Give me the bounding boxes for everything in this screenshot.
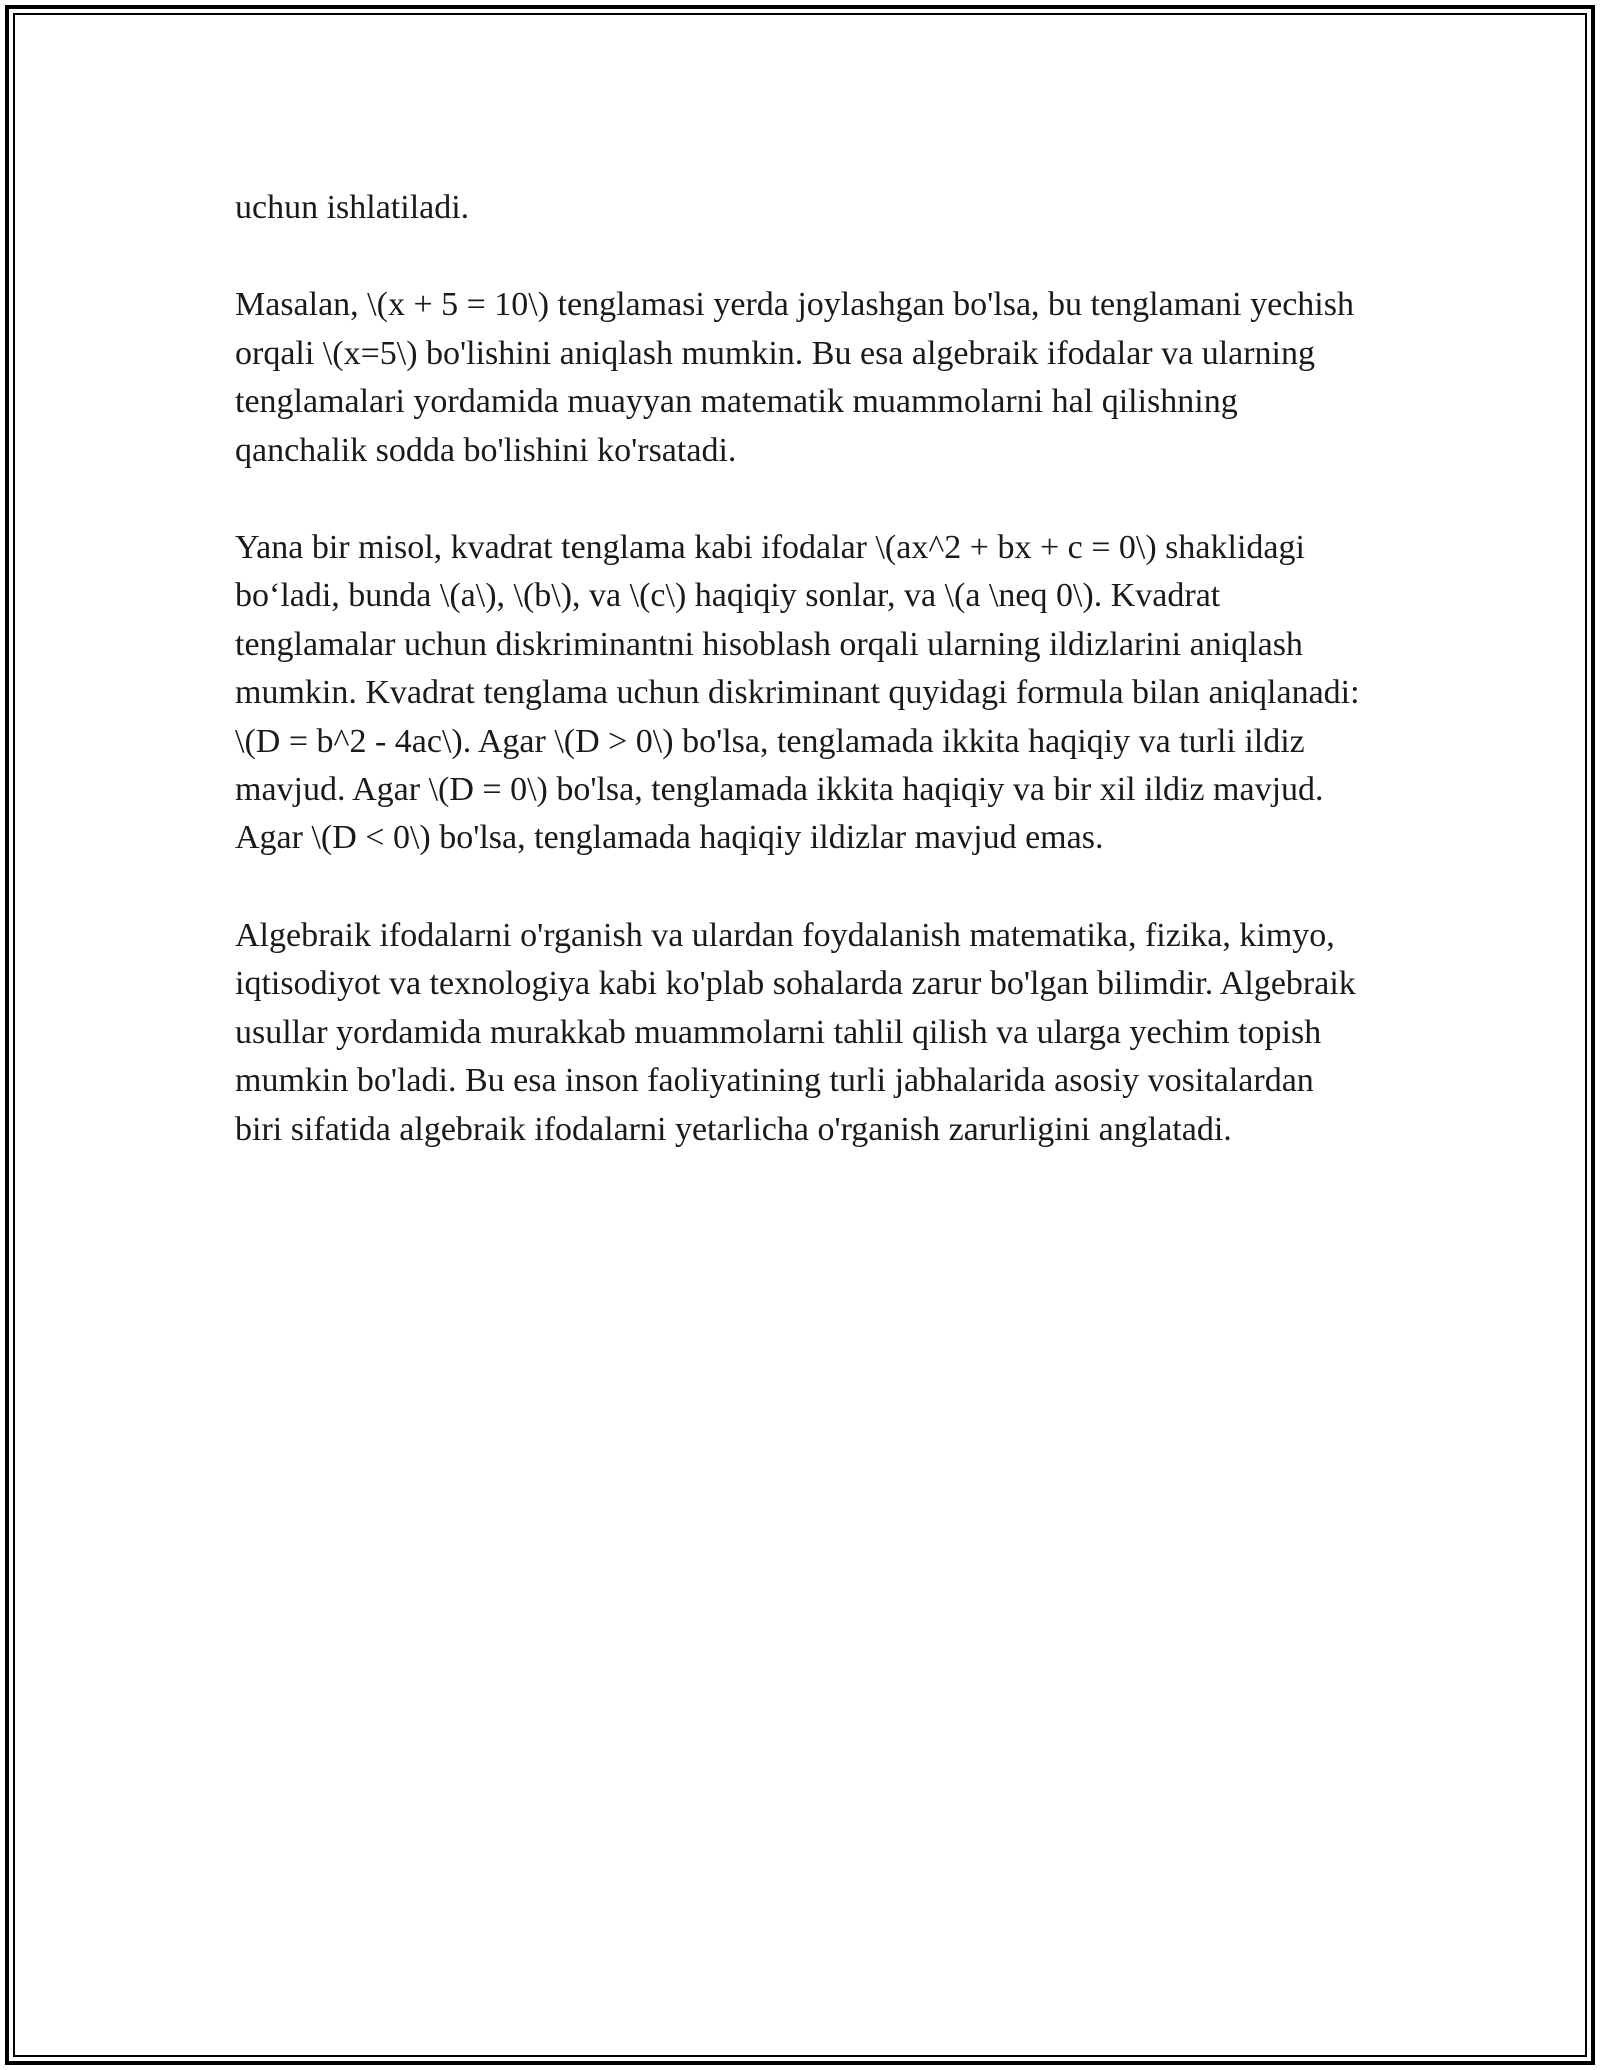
paragraph-linear-equation-example: Masalan, \(x + 5 = 10\) tenglamasi yerda joylashgan bo'lsa, bu tenglamani yechish orqali \(x=5\) bo'lishini aniqlash mumkin. Bu esa algebraik ifodalar va ularning tenglamalari yordamida muayyan matematik muammolarni hal qilishning qanchalik sodda bo'lishini ko'rsatadi. (235, 286, 1354, 469)
paragraph-conclusion: Algebraik ifodalarni o'rganish va ulardan foydalanish matematika, fizika, kimyo, iqtisodiyot va texnologiya kabi ko'plab sohalarda zarur bo'lgan bilimdir. Algebraik usullar yordamida murakkab muammolarni tahlil qilish va ularga yechim topish mumkin bo'ladi. Bu esa inson faoliyatining turli jabhalarida asosiy vositalardan biri sifatida algebraik ifodalarni yetarlicha o'rganish zarurligini anglatadi. (235, 916, 1356, 1148)
paragraph-continuation: uchun ishlatiladi. (235, 189, 470, 226)
document-body (235, 184, 1365, 1203)
paragraph-quadratic-equation: Yana bir misol, kvadrat tenglama kabi ifodalar \(ax^2 + bx + c = 0\) shaklidagi bo‘ladi, bunda \(a\), \(b\), va \(c\) haqiqiy sonlar, va \(a \neq 0\). Kvadrat tenglamalar uchun diskriminantni hisoblash orqali ularning ildizlarini aniqlash mumkin. Kvadrat tenglama uchun diskriminant quyidagi formula bilan aniqlanadi: \(D = b^2 - 4ac\). Agar \(D > 0\) bo'lsa, tenglamada ikkita haqiqiy va turli ildiz mavjud. Agar \(D = 0\) bo'lsa, tenglamada ikkita haqiqiy va bir xil ildiz mavjud. Agar \(D < 0\) bo'lsa, tenglamada haqiqiy ildizlar mavjud emas. (235, 529, 1360, 857)
